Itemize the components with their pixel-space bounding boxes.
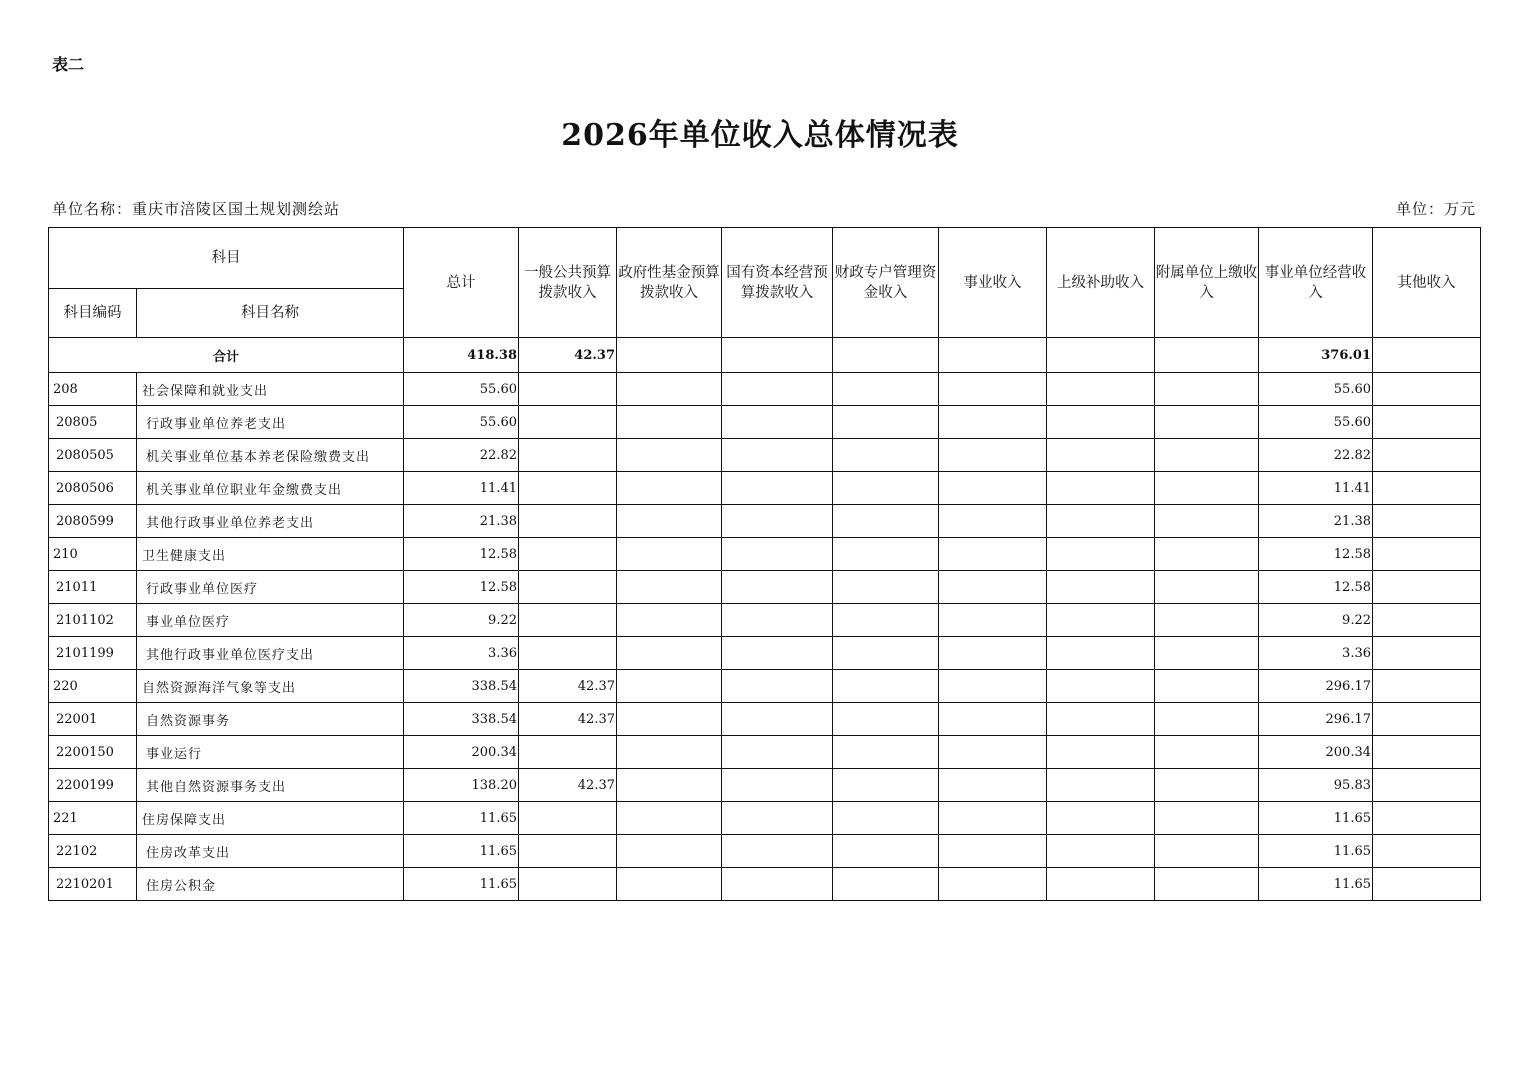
row-fiscal-special <box>833 736 939 769</box>
row-affiliated-payment <box>1155 439 1259 472</box>
row-name: 机关事业单位职业年金缴费支出 <box>137 472 404 505</box>
table-row <box>49 835 1481 868</box>
row-operating-income: 296.17 <box>1259 703 1373 736</box>
row-other-income <box>1373 670 1481 703</box>
row-affiliated-payment <box>1155 835 1259 868</box>
row-state-capital <box>722 373 833 406</box>
unit-name: 单位名称：重庆市涪陵区国土规划测绘站 <box>52 200 341 218</box>
table-row <box>49 472 1481 505</box>
row-name: 机关事业单位基本养老保险缴费支出 <box>137 439 404 472</box>
row-fiscal-special <box>833 835 939 868</box>
total-fiscal-special <box>833 338 939 373</box>
row-fiscal-special <box>833 472 939 505</box>
row-gov-fund <box>617 604 722 637</box>
row-affiliated-payment <box>1155 637 1259 670</box>
row-fiscal-special <box>833 802 939 835</box>
row-superior-subsidy <box>1047 637 1155 670</box>
row-total: 138.20 <box>404 769 519 802</box>
row-superior-subsidy <box>1047 571 1155 604</box>
row-state-capital <box>722 406 833 439</box>
row-other-income <box>1373 373 1481 406</box>
row-affiliated-payment <box>1155 868 1259 901</box>
row-fiscal-special <box>833 769 939 802</box>
header-subject-code: 科目编码 <box>49 289 137 338</box>
row-superior-subsidy <box>1047 406 1155 439</box>
row-general-budget <box>519 604 617 637</box>
header-affiliated-payment: 附属单位上缴收入 <box>1155 228 1259 338</box>
header-superior-subsidy: 上级补助收入 <box>1047 228 1155 338</box>
row-business-income <box>939 571 1047 604</box>
row-total: 12.58 <box>404 571 519 604</box>
row-affiliated-payment <box>1155 802 1259 835</box>
row-business-income <box>939 868 1047 901</box>
row-name: 行政事业单位医疗 <box>137 571 404 604</box>
row-fiscal-special <box>833 538 939 571</box>
row-affiliated-payment <box>1155 571 1259 604</box>
row-superior-subsidy <box>1047 373 1155 406</box>
row-code: 2080505 <box>49 439 137 472</box>
row-other-income <box>1373 604 1481 637</box>
header-operating-income: 事业单位经营收入 <box>1259 228 1373 338</box>
row-other-income <box>1373 472 1481 505</box>
row-business-income <box>939 802 1047 835</box>
total-gov-fund <box>617 338 722 373</box>
row-affiliated-payment <box>1155 670 1259 703</box>
total-total: 418.38 <box>404 338 519 373</box>
row-business-income <box>939 538 1047 571</box>
header-general-budget: 一般公共预算拨款收入 <box>519 228 617 338</box>
row-business-income <box>939 703 1047 736</box>
row-business-income <box>939 505 1047 538</box>
row-total: 3.36 <box>404 637 519 670</box>
row-affiliated-payment <box>1155 472 1259 505</box>
row-business-income <box>939 736 1047 769</box>
total-superior-subsidy <box>1047 338 1155 373</box>
row-gov-fund <box>617 538 722 571</box>
row-general-budget <box>519 736 617 769</box>
row-name: 自然资源海洋气象等支出 <box>137 670 404 703</box>
row-general-budget <box>519 373 617 406</box>
row-gov-fund <box>617 670 722 703</box>
row-gov-fund <box>617 505 722 538</box>
table-row <box>49 769 1481 802</box>
row-name: 住房改革支出 <box>137 835 404 868</box>
row-code: 2080599 <box>49 505 137 538</box>
row-superior-subsidy <box>1047 769 1155 802</box>
total-label: 合计 <box>49 338 404 373</box>
row-name: 其他行政事业单位养老支出 <box>137 505 404 538</box>
row-general-budget <box>519 538 617 571</box>
row-gov-fund <box>617 439 722 472</box>
row-total: 338.54 <box>404 670 519 703</box>
row-general-budget <box>519 802 617 835</box>
row-total: 338.54 <box>404 703 519 736</box>
row-gov-fund <box>617 406 722 439</box>
row-total: 11.65 <box>404 868 519 901</box>
row-code: 2200150 <box>49 736 137 769</box>
row-general-budget <box>519 406 617 439</box>
row-business-income <box>939 769 1047 802</box>
row-other-income <box>1373 703 1481 736</box>
total-affiliated-payment <box>1155 338 1259 373</box>
header-gov-fund: 政府性基金预算拨款收入 <box>617 228 722 338</box>
row-gov-fund <box>617 802 722 835</box>
income-table <box>48 227 1481 901</box>
total-operating-income: 376.01 <box>1259 338 1373 373</box>
row-superior-subsidy <box>1047 472 1155 505</box>
row-superior-subsidy <box>1047 868 1155 901</box>
total-row <box>49 338 1481 373</box>
header-state-capital: 国有资本经营预算拨款收入 <box>722 228 833 338</box>
row-gov-fund <box>617 736 722 769</box>
row-total: 11.65 <box>404 835 519 868</box>
row-affiliated-payment <box>1155 736 1259 769</box>
row-affiliated-payment <box>1155 373 1259 406</box>
row-state-capital <box>722 868 833 901</box>
row-superior-subsidy <box>1047 604 1155 637</box>
row-operating-income: 21.38 <box>1259 505 1373 538</box>
row-code: 22001 <box>49 703 137 736</box>
row-code: 2080506 <box>49 472 137 505</box>
row-superior-subsidy <box>1047 505 1155 538</box>
row-general-budget <box>519 439 617 472</box>
row-operating-income: 95.83 <box>1259 769 1373 802</box>
row-general-budget <box>519 637 617 670</box>
row-general-budget <box>519 571 617 604</box>
header-other-income: 其他收入 <box>1373 228 1481 338</box>
table-row <box>49 373 1481 406</box>
row-total: 11.41 <box>404 472 519 505</box>
row-code: 21011 <box>49 571 137 604</box>
row-business-income <box>939 472 1047 505</box>
table-row <box>49 703 1481 736</box>
row-name: 住房保障支出 <box>137 802 404 835</box>
row-affiliated-payment <box>1155 406 1259 439</box>
row-name: 卫生健康支出 <box>137 538 404 571</box>
row-business-income <box>939 835 1047 868</box>
row-state-capital <box>722 802 833 835</box>
row-code: 2200199 <box>49 769 137 802</box>
table-row <box>49 802 1481 835</box>
row-affiliated-payment <box>1155 769 1259 802</box>
row-code: 210 <box>49 538 137 571</box>
row-other-income <box>1373 505 1481 538</box>
row-state-capital <box>722 505 833 538</box>
row-other-income <box>1373 736 1481 769</box>
row-operating-income: 22.82 <box>1259 439 1373 472</box>
row-total: 11.65 <box>404 802 519 835</box>
unit-label: 单位：万元 <box>1395 200 1476 218</box>
row-general-budget: 42.37 <box>519 769 617 802</box>
row-state-capital <box>722 835 833 868</box>
row-operating-income: 296.17 <box>1259 670 1373 703</box>
total-business-income <box>939 338 1047 373</box>
row-name: 其他自然资源事务支出 <box>137 769 404 802</box>
row-total: 22.82 <box>404 439 519 472</box>
row-gov-fund <box>617 703 722 736</box>
row-operating-income: 12.58 <box>1259 538 1373 571</box>
row-state-capital <box>722 439 833 472</box>
row-state-capital <box>722 637 833 670</box>
row-other-income <box>1373 802 1481 835</box>
header-fiscal-special: 财政专户管理资金收入 <box>833 228 939 338</box>
row-operating-income: 55.60 <box>1259 373 1373 406</box>
row-general-budget <box>519 868 617 901</box>
total-general-budget: 42.37 <box>519 338 617 373</box>
table-number: 表二 <box>52 55 85 74</box>
table-row <box>49 736 1481 769</box>
row-code: 22102 <box>49 835 137 868</box>
row-business-income <box>939 406 1047 439</box>
row-state-capital <box>722 736 833 769</box>
row-total: 55.60 <box>404 406 519 439</box>
row-superior-subsidy <box>1047 439 1155 472</box>
row-code: 220 <box>49 670 137 703</box>
row-state-capital <box>722 703 833 736</box>
row-business-income <box>939 604 1047 637</box>
row-fiscal-special <box>833 637 939 670</box>
row-operating-income: 11.41 <box>1259 472 1373 505</box>
row-name: 社会保障和就业支出 <box>137 373 404 406</box>
row-total: 21.38 <box>404 505 519 538</box>
row-other-income <box>1373 406 1481 439</box>
header-business-income: 事业收入 <box>939 228 1047 338</box>
row-code: 2101102 <box>49 604 137 637</box>
row-fiscal-special <box>833 505 939 538</box>
table-row <box>49 505 1481 538</box>
row-general-budget: 42.37 <box>519 670 617 703</box>
table-row <box>49 406 1481 439</box>
row-business-income <box>939 373 1047 406</box>
table-row <box>49 439 1481 472</box>
row-gov-fund <box>617 571 722 604</box>
row-operating-income: 11.65 <box>1259 835 1373 868</box>
table-row <box>49 571 1481 604</box>
table-row <box>49 538 1481 571</box>
row-fiscal-special <box>833 670 939 703</box>
row-business-income <box>939 670 1047 703</box>
row-business-income <box>939 439 1047 472</box>
row-operating-income: 200.34 <box>1259 736 1373 769</box>
row-gov-fund <box>617 868 722 901</box>
row-other-income <box>1373 538 1481 571</box>
row-superior-subsidy <box>1047 736 1155 769</box>
row-total: 9.22 <box>404 604 519 637</box>
row-code: 221 <box>49 802 137 835</box>
row-gov-fund <box>617 835 722 868</box>
row-fiscal-special <box>833 571 939 604</box>
row-code: 2101199 <box>49 637 137 670</box>
row-state-capital <box>722 472 833 505</box>
row-operating-income: 3.36 <box>1259 637 1373 670</box>
row-superior-subsidy <box>1047 802 1155 835</box>
row-name: 住房公积金 <box>137 868 404 901</box>
row-operating-income: 9.22 <box>1259 604 1373 637</box>
total-state-capital <box>722 338 833 373</box>
row-gov-fund <box>617 637 722 670</box>
table-row <box>49 670 1481 703</box>
row-gov-fund <box>617 769 722 802</box>
row-other-income <box>1373 439 1481 472</box>
table-row <box>49 868 1481 901</box>
total-other-income <box>1373 338 1481 373</box>
page-title: 2026年单位收入总体情况表 <box>561 118 959 153</box>
header-subject-name: 科目名称 <box>137 289 404 338</box>
row-fiscal-special <box>833 439 939 472</box>
row-operating-income: 11.65 <box>1259 868 1373 901</box>
row-fiscal-special <box>833 373 939 406</box>
row-name: 其他行政事业单位医疗支出 <box>137 637 404 670</box>
row-superior-subsidy <box>1047 703 1155 736</box>
row-affiliated-payment <box>1155 703 1259 736</box>
row-fiscal-special <box>833 406 939 439</box>
row-total: 12.58 <box>404 538 519 571</box>
row-code: 208 <box>49 373 137 406</box>
row-operating-income: 11.65 <box>1259 802 1373 835</box>
row-name: 行政事业单位养老支出 <box>137 406 404 439</box>
row-other-income <box>1373 571 1481 604</box>
row-fiscal-special <box>833 868 939 901</box>
row-state-capital <box>722 538 833 571</box>
row-superior-subsidy <box>1047 538 1155 571</box>
row-affiliated-payment <box>1155 604 1259 637</box>
row-other-income <box>1373 769 1481 802</box>
header-total: 总计 <box>404 228 519 338</box>
row-fiscal-special <box>833 604 939 637</box>
row-state-capital <box>722 769 833 802</box>
row-gov-fund <box>617 472 722 505</box>
row-name: 事业运行 <box>137 736 404 769</box>
row-fiscal-special <box>833 703 939 736</box>
row-state-capital <box>722 670 833 703</box>
row-general-budget: 42.37 <box>519 703 617 736</box>
row-state-capital <box>722 604 833 637</box>
row-operating-income: 55.60 <box>1259 406 1373 439</box>
row-other-income <box>1373 835 1481 868</box>
table-row <box>49 637 1481 670</box>
table-row <box>49 604 1481 637</box>
row-business-income <box>939 637 1047 670</box>
row-general-budget <box>519 472 617 505</box>
row-operating-income: 12.58 <box>1259 571 1373 604</box>
row-superior-subsidy <box>1047 670 1155 703</box>
row-code: 20805 <box>49 406 137 439</box>
row-name: 自然资源事务 <box>137 703 404 736</box>
row-total: 55.60 <box>404 373 519 406</box>
row-other-income <box>1373 868 1481 901</box>
row-gov-fund <box>617 373 722 406</box>
row-affiliated-payment <box>1155 505 1259 538</box>
row-other-income <box>1373 637 1481 670</box>
row-name: 事业单位医疗 <box>137 604 404 637</box>
row-total: 200.34 <box>404 736 519 769</box>
header-subject: 科目 <box>49 228 404 289</box>
row-superior-subsidy <box>1047 835 1155 868</box>
row-state-capital <box>722 571 833 604</box>
row-general-budget <box>519 835 617 868</box>
row-affiliated-payment <box>1155 538 1259 571</box>
row-code: 2210201 <box>49 868 137 901</box>
row-general-budget <box>519 505 617 538</box>
